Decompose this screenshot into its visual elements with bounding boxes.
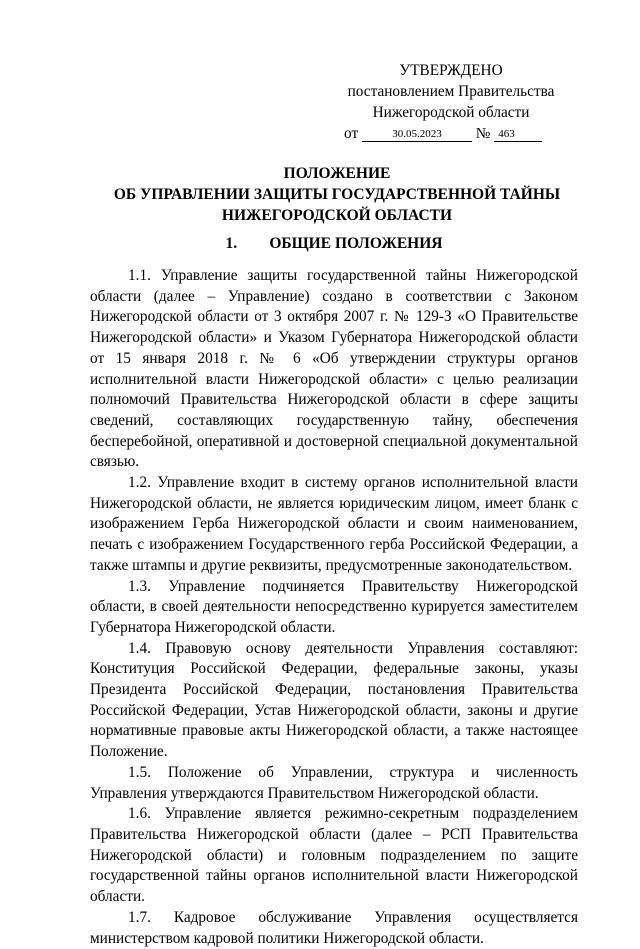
section-title: ОБЩИЕ ПОЛОЖЕНИЯ — [269, 235, 443, 252]
approval-line-2: постановлением Правительства — [347, 83, 555, 100]
title-line-3: НИЖЕГОРОДСКОЙ ОБЛАСТИ — [221, 207, 453, 224]
approval-date: 30.05.2023 — [362, 127, 472, 142]
paragraph-1-2: 1.2. Управление входит в систему органов исполнительной власти Нижегородской области, не является юридическим лицом, имеет бланк с изображением Герба Нижегородской области и своим наименованием, печать с изображением Государственного герба Российской Федерации, а также штампы и другие реквизиты, предусмотренные законодательством. — [90, 474, 578, 574]
title-line-1: ПОЛОЖЕНИЕ — [283, 165, 391, 182]
approval-number: 463 — [494, 127, 542, 142]
paragraph-1-3: 1.3. Управление подчиняется Правительству Нижегородской области, в своей деятельности непосредственно курируется заместителем Губернатора Нижегородской области. — [90, 577, 578, 636]
title-line-2: ОБ УПРАВЛЕНИИ ЗАЩИТЫ ГОСУДАРСТВЕННОЙ ТАЙНЫ — [113, 186, 561, 203]
document-body — [90, 266, 578, 949]
paragraph-1-7: 1.7. Кадровое обслуживание Управления осуществляется министерством кадровой политики Нижегородской области. — [90, 908, 578, 947]
section-number: 1. — [225, 235, 238, 252]
number-sign: № — [475, 125, 491, 142]
section-heading — [90, 233, 578, 254]
paragraph-1-5: 1.5. Положение об Управлении, структура и численность Управления утверждаются Правительством Нижегородской области. — [90, 763, 578, 802]
document-title — [70, 163, 604, 226]
approval-heading: УТВЕРЖДЕНО — [399, 62, 503, 79]
paragraph-1-6: 1.6. Управление является режимно-секретным подразделением Правительства Нижегородской области (далее – РСП Правительства Нижегородской области) и головным подразделением по защите государственной тайны органов исполнительной власти Нижегородской области. — [90, 805, 578, 906]
approval-stamp — [336, 60, 566, 144]
approval-date-row — [344, 123, 566, 144]
approval-line-3: Нижегородской области — [372, 104, 530, 121]
paragraph-1-4: 1.4. Правовую основу деятельности Управления составляют: Конституция Российской Федерации, федеральные законы, указы Президента Российской Федерации, постановления Правительства Российской Федерации, Устав Нижегородской области, законы и другие нормативные правовые акты Нижегородской области, а также настоящее Положение. — [90, 639, 578, 761]
paragraph-1-1: 1.1. Управление защиты государственной тайны Нижегородской области (далее – Управление) создано в соответствии с Законом Нижегородской области от 3 октября 2007 г. № 129-З «О Правительстве Нижегородской области» и Указом Губернатора Нижегородской области от 15 января 2018 г. № 6 «Об утверждении структуры органов исполнительной власти Нижегородской области» с целью реализации полномочий Правительства Нижегородской области в сфере защиты сведений, составляющих государственную тайну, обеспечения бесперебойной, оперативной и достоверной специальной документальной связью. — [90, 267, 578, 471]
date-prefix: от — [344, 125, 359, 142]
